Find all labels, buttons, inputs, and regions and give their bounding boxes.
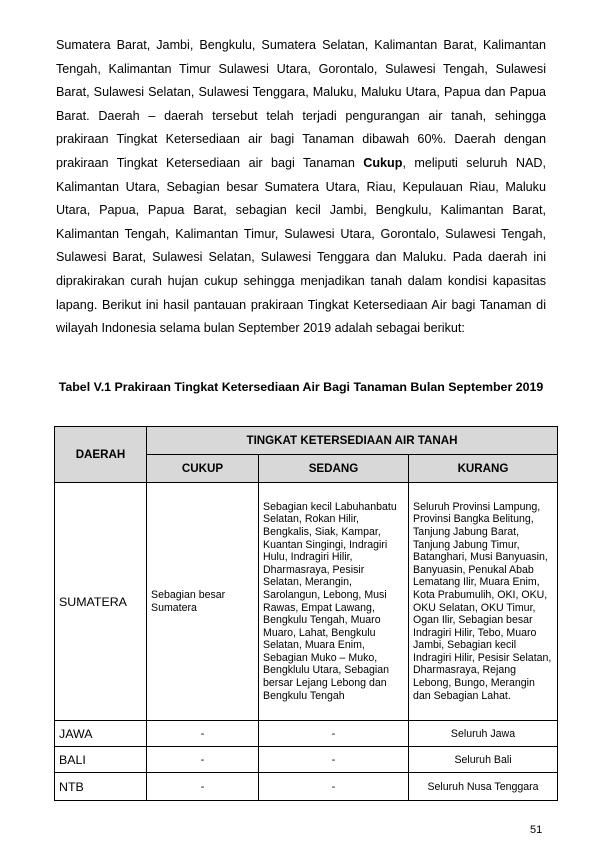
row-cukup: - — [147, 747, 259, 773]
row-sedang: - — [259, 747, 409, 773]
row-region: JAWA — [55, 721, 147, 747]
row-sedang: - — [259, 721, 409, 747]
table-caption: Tabel V.1 Prakiraan Tingkat Ketersediaan Air Bagi Tanaman Bulan September 2019 — [58, 380, 544, 394]
row-sedang: Sebagian kecil Labuhanbatu Selatan, Rokan Hilir, Bengkalis, Siak, Kampar, Kuantan Singingi, Indragiri Hulu, Indragiri Hilir, Dharmasraya, Pesisir Selatan, Merangin, Sarolangun, Lebong, Musi Rawas, Empat Lawang, Bengkulu Tengah, Muaro Muaro, Lahat, Bengkulu Selatan, Muara Enim, Sebagian Muko – Muko, Bengklulu Utara, Sebagian bersar Lejang Lebong dan Bengkulu Tengah — [259, 483, 409, 721]
table-row — [55, 747, 558, 773]
row-region: NTB — [55, 773, 147, 801]
row-region: BALI — [55, 747, 147, 773]
table-row — [55, 773, 558, 801]
row-region: SUMATERA — [55, 483, 147, 721]
row-kurang: Seluruh Bali — [409, 747, 558, 773]
water-availability-table — [54, 426, 558, 801]
row-kurang: Seluruh Provinsi Lampung, Provinsi Bangka Belitung, Tanjung Jabung Barat, Tanjung Jabung Timur, Batanghari, Musi Banyuasin, Banyuasin, Penukal Abab Lematang Ilir, Muara Enim, Kota Prabumulih, OKI, OKU, OKU Selatan, OKU Timur, Ogan Ilir, Sebagian besar Indragiri Hilir, Tebo, Muaro Jambi, Sebagian kecil Indragiri Hilir, Pesisir Selatan, Dharmasraya, Rejang Lebong, Bungo, Merangin dan Sebagian Lahat. — [409, 483, 558, 721]
page-number: 51 — [530, 824, 543, 836]
row-cukup: - — [147, 773, 259, 801]
header-sedang: SEDANG — [259, 455, 409, 483]
table-row — [55, 483, 558, 721]
header-region: DAERAH — [55, 427, 147, 483]
body-paragraph — [56, 34, 546, 341]
row-sedang: - — [259, 773, 409, 801]
paragraph-bold-term: Cukup — [363, 155, 403, 170]
header-kurang: KURANG — [409, 455, 558, 483]
header-cukup: CUKUP — [147, 455, 259, 483]
paragraph-text-1: Sumatera Barat, Jambi, Bengkulu, Sumatera Selatan, Kalimantan Barat, Kalimantan Tengah, Kalimantan Timur Sulawesi Utara, Gorontalo, Sulawesi Tengah, Sulawesi Barat, Sulawesi Selatan, Sulawesi Tenggara, Maluku, Maluku Utara, Papua dan Papua Barat. Daerah – daerah tersebut telah terjadi pengurangan air tanah, sehingga prakiraan Tingkat Ketersediaan air bagi Tanaman dibawah 60%. Daerah dengan prakiraan Tingkat Ketersediaan air bagi Tanaman — [56, 38, 546, 170]
paragraph-text-2: , meliputi seluruh NAD, Kalimantan Utara, Sebagian besar Sumatera Utara, Riau, Kepulauan Riau, Maluku Utara, Papua, Papua Barat, sebagian kecil Jambi, Bengkulu, Kalimantan Barat, Kalimantan Tengah, Kalimantan Timur, Sulawesi Utara, Gorontalo, Sulawesi Tengah, Sulawesi Barat, Sulawesi Selatan, Sulawesi Tenggara dan Maluku. Pada daerah ini diprakirakan curah hujan cukup sehingga menjadikan tanah dalam kondisi kapasitas lapang. Berikut ini hasil pantauan prakiraan Tingkat Ketersediaan Air bagi Tanaman di wilayah Indonesia selama bulan September 2019 adalah sebagai berikut: — [56, 155, 546, 336]
row-cukup: - — [147, 721, 259, 747]
header-group: TINGKAT KETERSEDIAAN AIR TANAH — [147, 427, 558, 455]
row-kurang: Seluruh Jawa — [409, 721, 558, 747]
table-row — [55, 721, 558, 747]
row-kurang: Seluruh Nusa Tenggara — [409, 773, 558, 801]
row-cukup: Sebagian besar Sumatera — [147, 483, 259, 721]
